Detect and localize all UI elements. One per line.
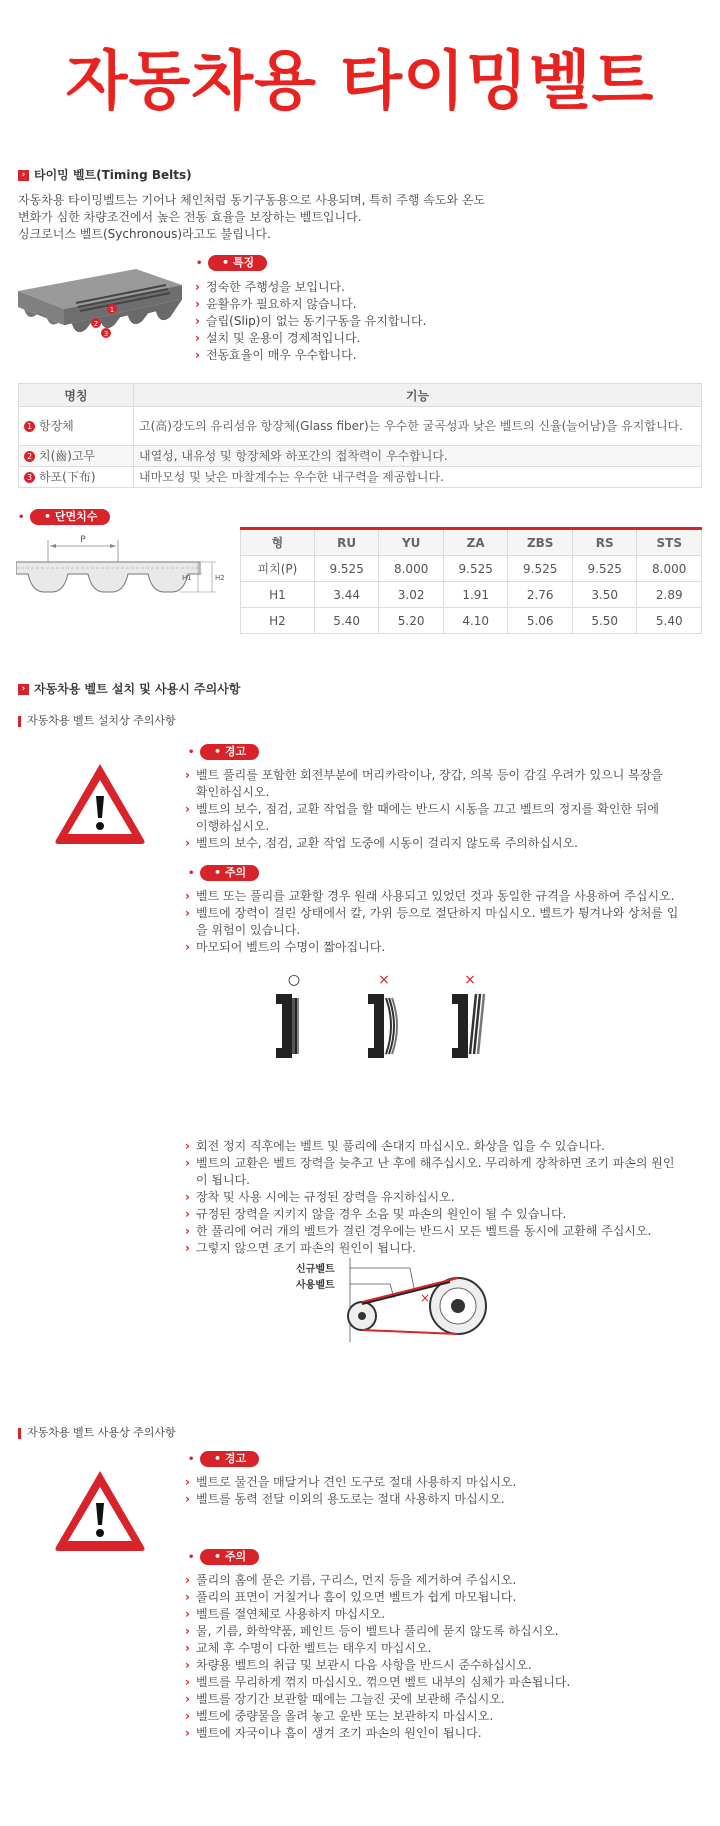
warning-triangle-icon (52, 1467, 148, 1553)
dot-icon: • (196, 258, 203, 269)
table-cell: 4.10 (443, 608, 508, 634)
caution-item: › 그렇지 않으면 조기 파손의 원인이 됩니다. (183, 1240, 683, 1257)
component-name: 항장체 (39, 419, 74, 433)
use-warning-list (183, 1474, 673, 1508)
table-cell: 5.40 (314, 608, 379, 634)
install-caution-list-a (183, 888, 683, 956)
column-header: RS (572, 529, 637, 556)
page-title: 자동차용 타이밍벨트 (65, 45, 655, 119)
caution-pill-label: 주의 (224, 1550, 247, 1563)
warning-triangle-icon (52, 760, 148, 846)
caution-item: › 풀리의 표면이 거칠거나 흠이 있으면 벨트가 쉽게 마모됩니다. (183, 1589, 683, 1606)
table-cell: 5.06 (508, 608, 573, 634)
feature-item: › 슬립(Slip)이 없는 동기구동을 유지합니다. (193, 313, 693, 330)
caution-pill: • 주의 (200, 1549, 259, 1565)
caution-pill-wrap (188, 1549, 247, 1563)
caution-pill-label: 주의 (224, 866, 247, 879)
column-header: YU (379, 529, 444, 556)
svg-text:3: 3 (103, 330, 109, 338)
wrong-mark: × (464, 972, 476, 988)
warning-pill-label: 경고 (224, 745, 247, 758)
table-cell: 2.89 (637, 582, 702, 608)
svg-text:×: × (420, 1291, 431, 1305)
install-subheading (18, 712, 176, 728)
install-warning-list (183, 767, 673, 852)
install-caution-list-b (183, 1138, 683, 1257)
feature-pill-label: 특징 (232, 256, 255, 269)
warning-pill: • 경고 (200, 1451, 259, 1467)
section-heading-precautions (18, 680, 240, 697)
caution-item: › 벨트를 무리하게 꺾지 마십시오. 꺾으면 벨트 내부의 심체가 파손됩니다. (183, 1674, 683, 1691)
table-cell: 3.50 (572, 582, 637, 608)
table-row (19, 467, 702, 488)
caution-item: › 벨트에 중량물을 올려 놓고 운반 또는 보관하지 마십시오. (183, 1708, 683, 1725)
caution-pill-wrap (188, 865, 247, 879)
table-cell: 3.44 (314, 582, 379, 608)
caution-item: › 마모되어 벨트의 수명이 짧아집니다. (183, 939, 683, 956)
new-belt-label: 신규벨트 (296, 1264, 335, 1275)
bar-icon (18, 1428, 21, 1439)
table-cell: 8.000 (379, 556, 444, 582)
column-header: 형 (241, 529, 315, 556)
dot-icon: • (188, 1454, 195, 1465)
use-caution-list (183, 1572, 683, 1742)
dot-icon: • (188, 1552, 195, 1563)
feature-pill-wrap (196, 255, 255, 269)
h1-label: H1 (182, 574, 192, 582)
svg-text:1: 1 (109, 306, 115, 314)
table-cell: 5.50 (572, 608, 637, 634)
feature-item: › 정숙한 주행성을 보입니다. (193, 279, 693, 296)
correct-mark: ○ (287, 972, 301, 988)
table-cell: 8.000 (637, 556, 702, 582)
table-cell: 5.40 (637, 608, 702, 634)
column-header: STS (637, 529, 702, 556)
intro-paragraph (18, 192, 558, 243)
column-header: 명칭 (19, 384, 134, 407)
caution-item: › 장착 및 사용 시에는 규정된 장력을 유지하십시오. (183, 1189, 683, 1206)
dot-icon: • (188, 868, 195, 879)
column-header: ZA (443, 529, 508, 556)
pitch-label: P (80, 535, 86, 545)
dims-pill: • 단면치수 (30, 509, 110, 525)
caution-item: › 벨트 또는 풀리를 교환할 경우 원래 사용되고 있었던 것과 동일한 규격을 사용하여 주십시오. (183, 888, 683, 905)
caution-item: › 벨트를 절연체로 사용하지 마십시오. (183, 1606, 683, 1623)
table-row (241, 556, 702, 582)
table-cell: 9.525 (572, 556, 637, 582)
caution-pill: • 주의 (200, 865, 259, 881)
table-cell-name (19, 446, 134, 467)
table-cell: 3.02 (379, 582, 444, 608)
dot-icon: • (18, 512, 25, 523)
warning-pill: • 경고 (200, 744, 259, 760)
table-cell: 피치(P) (241, 556, 315, 582)
arrow-icon: › (18, 170, 29, 181)
table-cell-name (19, 467, 134, 488)
bar-icon (18, 716, 21, 727)
number-badge: 3 (24, 472, 35, 483)
table-cell: 5.20 (379, 608, 444, 634)
table-row (19, 446, 702, 467)
dims-pill-wrap (18, 509, 98, 523)
feature-item: › 윤활유가 필요하지 않습니다. (193, 296, 693, 313)
wrong-mark: × (378, 972, 390, 988)
caution-item: › 규정된 장력을 지키지 않을 경우 소음 및 파손의 원인이 될 수 있습니다. (183, 1206, 683, 1223)
number-badge: 1 (24, 421, 35, 432)
warning-item: › 벨트를 동력 전달 이외의 용도로는 절대 사용하지 마십시오. (183, 1491, 673, 1508)
table-row (241, 582, 702, 608)
caution-item: › 벨트의 교환은 벨트 장력을 늦추고 난 후에 해주십시오. 무리하게 장착하면 조기 파손의 원인이 됩니다. (183, 1155, 683, 1189)
install-subheading-text: 자동차용 벨트 설치상 주의사항 (27, 714, 176, 727)
intro-line: 싱크로너스 벨트(Sychronous)라고도 불립니다. (18, 227, 271, 241)
component-name: 하포(下布) (39, 470, 96, 484)
caution-item: › 물, 기름, 화학약품, 페인트 등이 벨트나 풀리에 묻지 않도록 하십시오. (183, 1623, 683, 1640)
table-cell-func: 내열성, 내유성 및 항장체와 하포간의 접착력이 우수합니다. (134, 446, 702, 467)
used-belt-label: 사용벨트 (296, 1280, 335, 1291)
table-row (19, 407, 702, 446)
warning-pill-wrap (188, 1451, 247, 1465)
use-subheading (18, 1424, 176, 1440)
caution-item: › 회전 정지 직후에는 벨트 및 풀리에 손대지 마십시오. 화상을 입을 수 있습니다. (183, 1138, 683, 1155)
h2-label: H2 (215, 574, 225, 582)
component-table (18, 383, 702, 488)
caution-item: › 교체 후 수명이 다한 벨트는 태우지 마십시오. (183, 1640, 683, 1657)
dot-icon: • (188, 747, 195, 758)
warning-item: › 벨트의 보수, 점검, 교환 작업 도중에 시동이 걸리지 않도록 주의하십시오. (183, 835, 673, 852)
caution-item: › 벨트에 장력이 걸린 상태에서 칼, 가위 등으로 절단하지 마십시오. 벨트가 튕겨나와 상처를 입을 위험이 있습니다. (183, 905, 683, 939)
table-cell: H2 (241, 608, 315, 634)
belt-cutaway-image (16, 263, 184, 345)
pulley-figure (290, 1258, 510, 1344)
intro-line: 변화가 심한 차량조건에서 높은 전동 효율을 보장하는 벨트입니다. (18, 210, 362, 224)
intro-line: 자동차용 타이밍벨트는 기어나 체인처럼 동기구동용으로 사용되며, 특히 주행 속도와 온도 (18, 193, 486, 207)
table-cell-name (19, 407, 134, 446)
caution-item: › 풀리의 홈에 묻은 기름, 구리스, 먼지 등을 제거하여 주십시오. (183, 1572, 683, 1589)
dimensions-table (240, 527, 702, 634)
warning-item: › 벨트 풀리를 포함한 회전부분에 머리카락이나, 장갑, 의복 등이 감길 우려가 있으니 복장을 확인하십시오. (183, 767, 673, 801)
table-cell: 2.76 (508, 582, 573, 608)
caution-item: › 차량용 벨트의 취급 및 보관시 다음 사항을 반드시 준수하십시오. (183, 1657, 683, 1674)
section-heading-text: 타이밍 벨트(Timing Belts) (34, 168, 192, 182)
table-cell: 9.525 (508, 556, 573, 582)
table-cell: 9.525 (443, 556, 508, 582)
table-cell: H1 (241, 582, 315, 608)
warning-pill-label: 경고 (224, 1452, 247, 1465)
table-cell-func: 고(高)강도의 유리섬유 항장체(Glass fiber)는 우수한 굴곡성과 낮은 벨트의 신율(늘어남)을 유지합니다. (134, 407, 702, 446)
dims-pill-label: 단면치수 (54, 510, 98, 523)
section-heading-timing-belts (18, 166, 192, 183)
component-name: 치(齒)고무 (39, 449, 96, 463)
caution-item: › 벨트에 자국이나 흠이 생겨 조기 파손의 원인이 됩니다. (183, 1725, 683, 1742)
warning-item: › 벨트의 보수, 점검, 교환 작업을 할 때에는 반드시 시동을 끄고 벨트의 정지를 확인한 뒤에 이행하십시오. (183, 801, 673, 835)
number-badge: 2 (24, 451, 35, 462)
feature-pill: • 특징 (208, 255, 267, 271)
column-header: ZBS (508, 529, 573, 556)
table-cell: 1.91 (443, 582, 508, 608)
warning-pill-wrap (188, 744, 247, 758)
feature-list (193, 279, 693, 364)
caution-item: › 한 풀리에 여러 개의 벨트가 걸린 경우에는 반드시 모든 벨트를 동시에 교환해 주십시오. (183, 1223, 683, 1240)
feature-item: › 설치 및 운용이 경제적입니다. (193, 330, 693, 347)
column-header: 기능 (134, 384, 702, 407)
table-row (241, 608, 702, 634)
svg-text:2: 2 (93, 320, 99, 328)
cross-section-diagram (16, 530, 236, 610)
arrow-icon: › (18, 684, 29, 695)
column-header: RU (314, 529, 379, 556)
warning-item: › 벨트로 물건을 매달거나 견인 도구로 절대 사용하지 마십시오. (183, 1474, 673, 1491)
table-cell-func: 내마모성 및 낮은 마찰계수는 우수한 내구력을 제공합니다. (134, 467, 702, 488)
use-subheading-text: 자동차용 벨트 사용상 주의사항 (27, 1426, 176, 1439)
belt-installation-figure (270, 970, 510, 1070)
caution-item: › 벨트를 장기간 보관할 때에는 그늘진 곳에 보관해 주십시오. (183, 1691, 683, 1708)
feature-item: › 전동효율이 매우 우수합니다. (193, 347, 693, 364)
section-heading-text: 자동차용 벨트 설치 및 사용시 주의사항 (34, 682, 241, 696)
table-cell: 9.525 (314, 556, 379, 582)
